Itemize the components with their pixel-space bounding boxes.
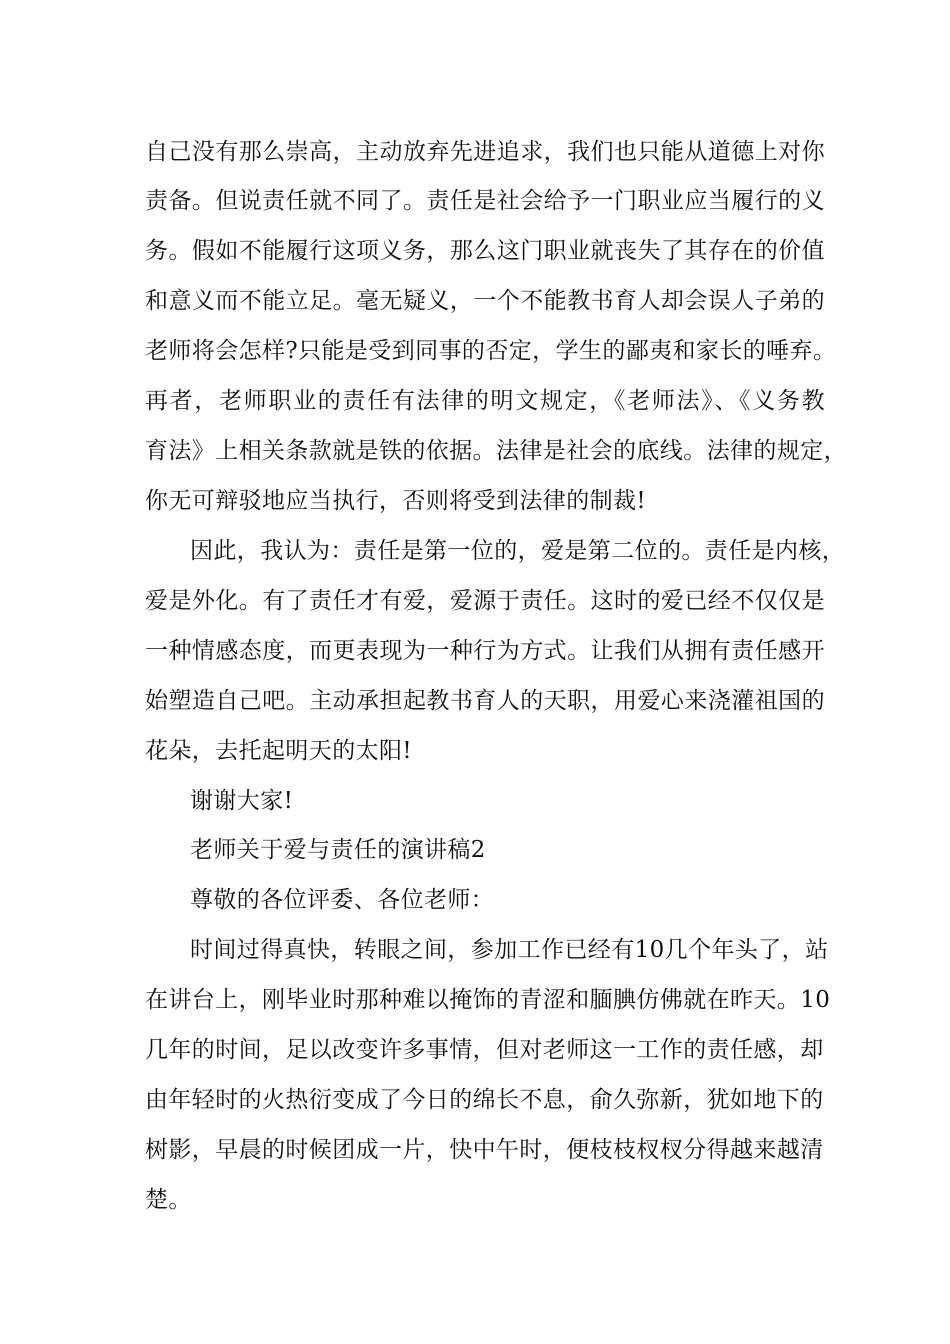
text-line: 老师将会怎样?只能是受到同事的否定，学生的鄙夷和家长的唾弃。 <box>145 338 837 364</box>
text-line: 始塑造自己吧。主动承担起教书育人的天职，用爱心来浇灌祖国的 <box>145 688 825 714</box>
text-line: 自己没有那么崇高，主动放弃先进追求，我们也只能从道德上对你 <box>145 139 825 165</box>
paragraph-first-line: 因此，我认为：责任是第一位的，爱是第二位的。责任是内核， <box>190 538 846 564</box>
text-line: 楚。 <box>145 1187 192 1213</box>
salutation: 尊敬的各位评委、各位老师： <box>190 887 495 913</box>
text-line: 树影，早晨的时候团成一片，快中午时，便枝枝杈杈分得越来越清 <box>145 1137 824 1163</box>
closing-thanks: 谢谢大家! <box>190 788 294 814</box>
text-line: 几年的时间，足以改变许多事情，但对老师这一工作的责任感，却 <box>145 1037 824 1063</box>
text-line: 再者，老师职业的责任有法律的明文规定，《老师法》、《义务教 <box>145 388 825 414</box>
text-line: 一种情感态度，而更表现为一种行为方式。让我们从拥有责任感开 <box>145 638 825 664</box>
text-line: 育法》上相关条款就是铁的依据。法律是社会的底线。法律的规定， <box>145 438 847 464</box>
text-line: 和意义而不能立足。毫无疑义，一个不能教书育人却会误人子弟的 <box>145 288 825 314</box>
text-line: 责备。但说责任就不同了。责任是社会给予一门职业应当履行的义 <box>145 188 825 214</box>
text-line: 你无可辩驳地应当执行，否则将受到法律的制裁! <box>145 488 647 514</box>
text-line: 务。假如不能履行这项义务，那么这门职业就丧失了其存在的价值 <box>145 238 825 264</box>
text-line: 爱是外化。有了责任才有爱，爱源于责任。这时的爱已经不仅仅是 <box>145 588 825 614</box>
section-title: 老师关于爱与责任的演讲稿2 <box>190 837 486 863</box>
text-line: 花朵，去托起明天的太阳! <box>145 738 413 764</box>
text-line: 由年轻时的火热衍变成了今日的绵长不息，俞久弥新，犹如地下的 <box>145 1087 824 1113</box>
paragraph-first-line: 时间过得真快，转眼之间，参加工作已经有10几个年头了，站 <box>190 937 829 963</box>
text-line: 在讲台上，刚毕业时那种难以掩饰的青涩和腼腆仿佛就在昨天。10 <box>145 987 831 1013</box>
